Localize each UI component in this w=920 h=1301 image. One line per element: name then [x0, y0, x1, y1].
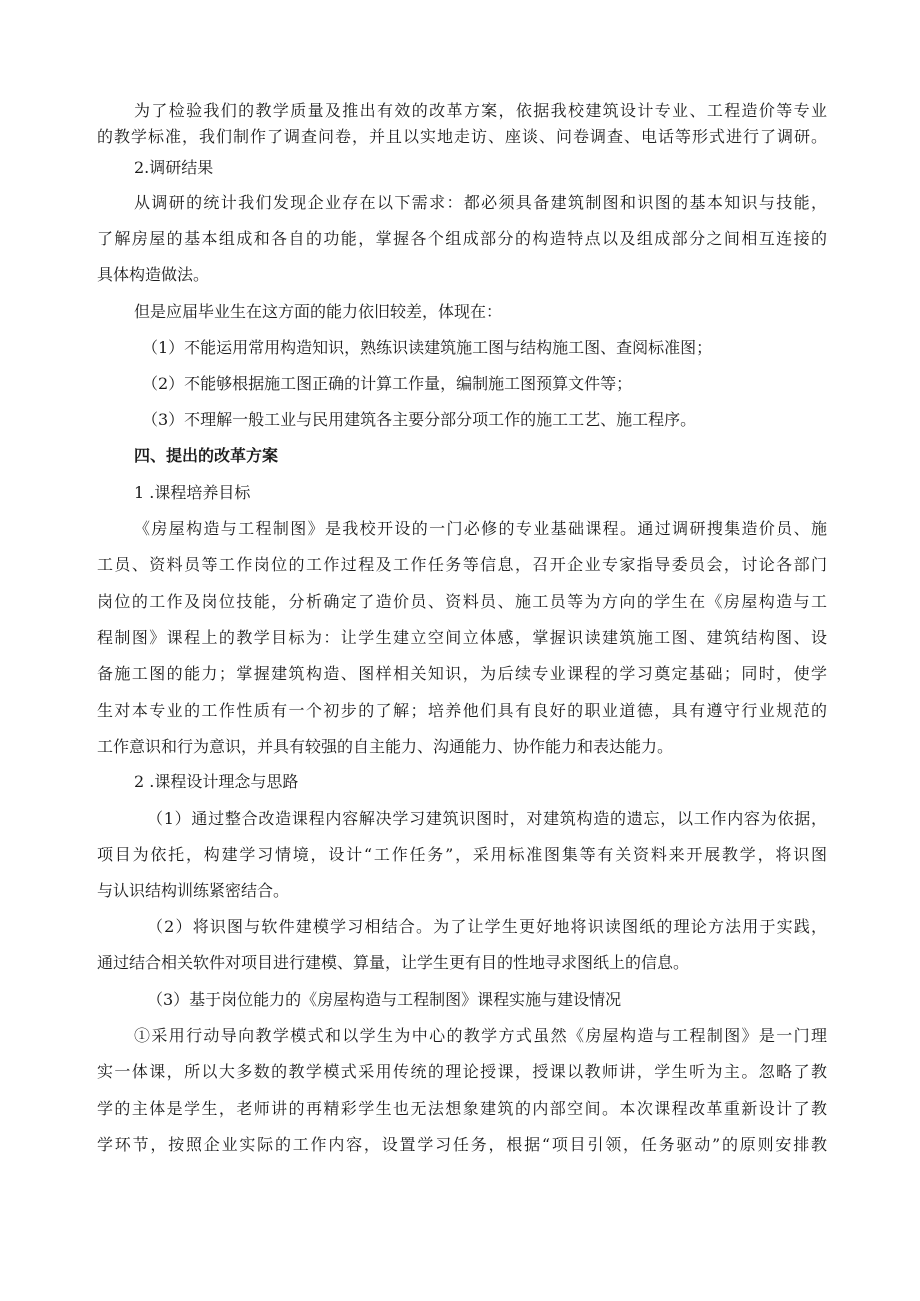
text-line: 为了检验我们的教学质量及推出有效的改革方案，依据我校建筑设计专业、工程造价等专业 — [134, 101, 827, 120]
text-line: 项目为依托，构建学习情境，设计“工作任务”，采用标准图集等有关资料来开展教学，将识图 — [97, 845, 827, 864]
list-item: （3）不理解一般工业与民用建筑各主要分部分项工作的施工工艺、施工程序。 — [142, 410, 697, 429]
text-line: 的教学标准，我们制作了调查问卷，并且以实地走访、座谈、问卷调查、电话等形式进行了调研。 — [97, 127, 827, 146]
text-line: 学环节，按照企业实际的工作内容，设置学习任务，根据“项目引领，任务驱动”的原则安排教 — [97, 1135, 827, 1154]
list-item: （1）不能运用常用构造知识，熟练识读建筑施工图与结构施工图、查阅标准图； — [142, 338, 713, 357]
text-line: （1）通过整合改造课程内容解决学习建筑识图时，对建筑构造的遗忘，以工作内容为依据， — [147, 809, 827, 828]
text-line: 学的主体是学生，老师讲的再精彩学生也无法想象建筑的内部空间。本次课程改革重新设计了教 — [97, 1099, 827, 1118]
text-line: 从调研的统计我们发现企业存在以下需求：都必须具备建筑制图和识图的基本知识与技能， — [134, 193, 827, 212]
text-line: 了解房屋的基本组成和各自的功能，掌握各个组成部分的构造特点以及组成部分之间相互连接的 — [97, 229, 827, 248]
text-line: 备施工图的能力；掌握建筑构造、图样相关知识，为后续专业课程的学习奠定基础；同时，使学 — [97, 664, 827, 683]
text-line: 实一体课，所以大多数的教学模式采用传统的理论授课，授课以教师讲，学生听为主。忽略了教 — [97, 1062, 827, 1081]
subsection-heading: 2 .课程设计理念与思路 — [134, 772, 299, 791]
section-heading: 四、提出的改革方案 — [134, 446, 279, 465]
text-line: 生对本专业的工作性质有一个初步的了解；培养他们具有良好的职业道德，具有遵守行业规范的 — [97, 701, 827, 720]
text-line: 工员、资料员等工作岗位的工作过程及工作任务等信息，召开企业专家指导委员会，讨论各部门 — [97, 555, 827, 574]
section-heading: 2.调研结果 — [134, 158, 214, 177]
list-item: （2）不能够根据施工图正确的计算工作量，编制施工图预算文件等； — [142, 374, 633, 393]
text-line: 程制图》课程上的教学目标为：让学生建立空间立体感，掌握识读建筑施工图、建筑结构图、设 — [97, 628, 827, 647]
subsection-heading: （3）基于岗位能力的《房屋构造与工程制图》课程实施与建设情况 — [147, 990, 622, 1009]
text-line: 具体构造做法。 — [97, 265, 210, 284]
subsection-heading: 1 .课程培养目标 — [134, 483, 251, 502]
text-line: 但是应届毕业生在这方面的能力依旧较差，体现在： — [134, 302, 503, 321]
text-line: 与认识结构训练紧密结合。 — [97, 881, 290, 900]
text-line: 工作意识和行为意识，并具有较强的自主能力、沟通能力、协作能力和表达能力。 — [97, 737, 674, 756]
text-line: （2）将识图与软件建模学习相结合。为了让学生更好地将识读图纸的理论方法用于实践， — [147, 917, 827, 936]
text-line: 《房屋构造与工程制图》是我校开设的一门必修的专业基础课程。通过调研搜集造价员、施 — [134, 519, 827, 538]
text-line: 通过结合相关软件对项目进行建模、算量，让学生更有目的性地寻求图纸上的信息。 — [97, 953, 690, 972]
text-line: 岗位的工作及岗位技能，分析确定了造价员、资料员、施工员等为方向的学生在《房屋构造与工 — [97, 592, 827, 611]
text-line: ①采用行动导向教学模式和以学生为中心的教学方式虽然《房屋构造与工程制图》是一门理 — [134, 1026, 827, 1045]
